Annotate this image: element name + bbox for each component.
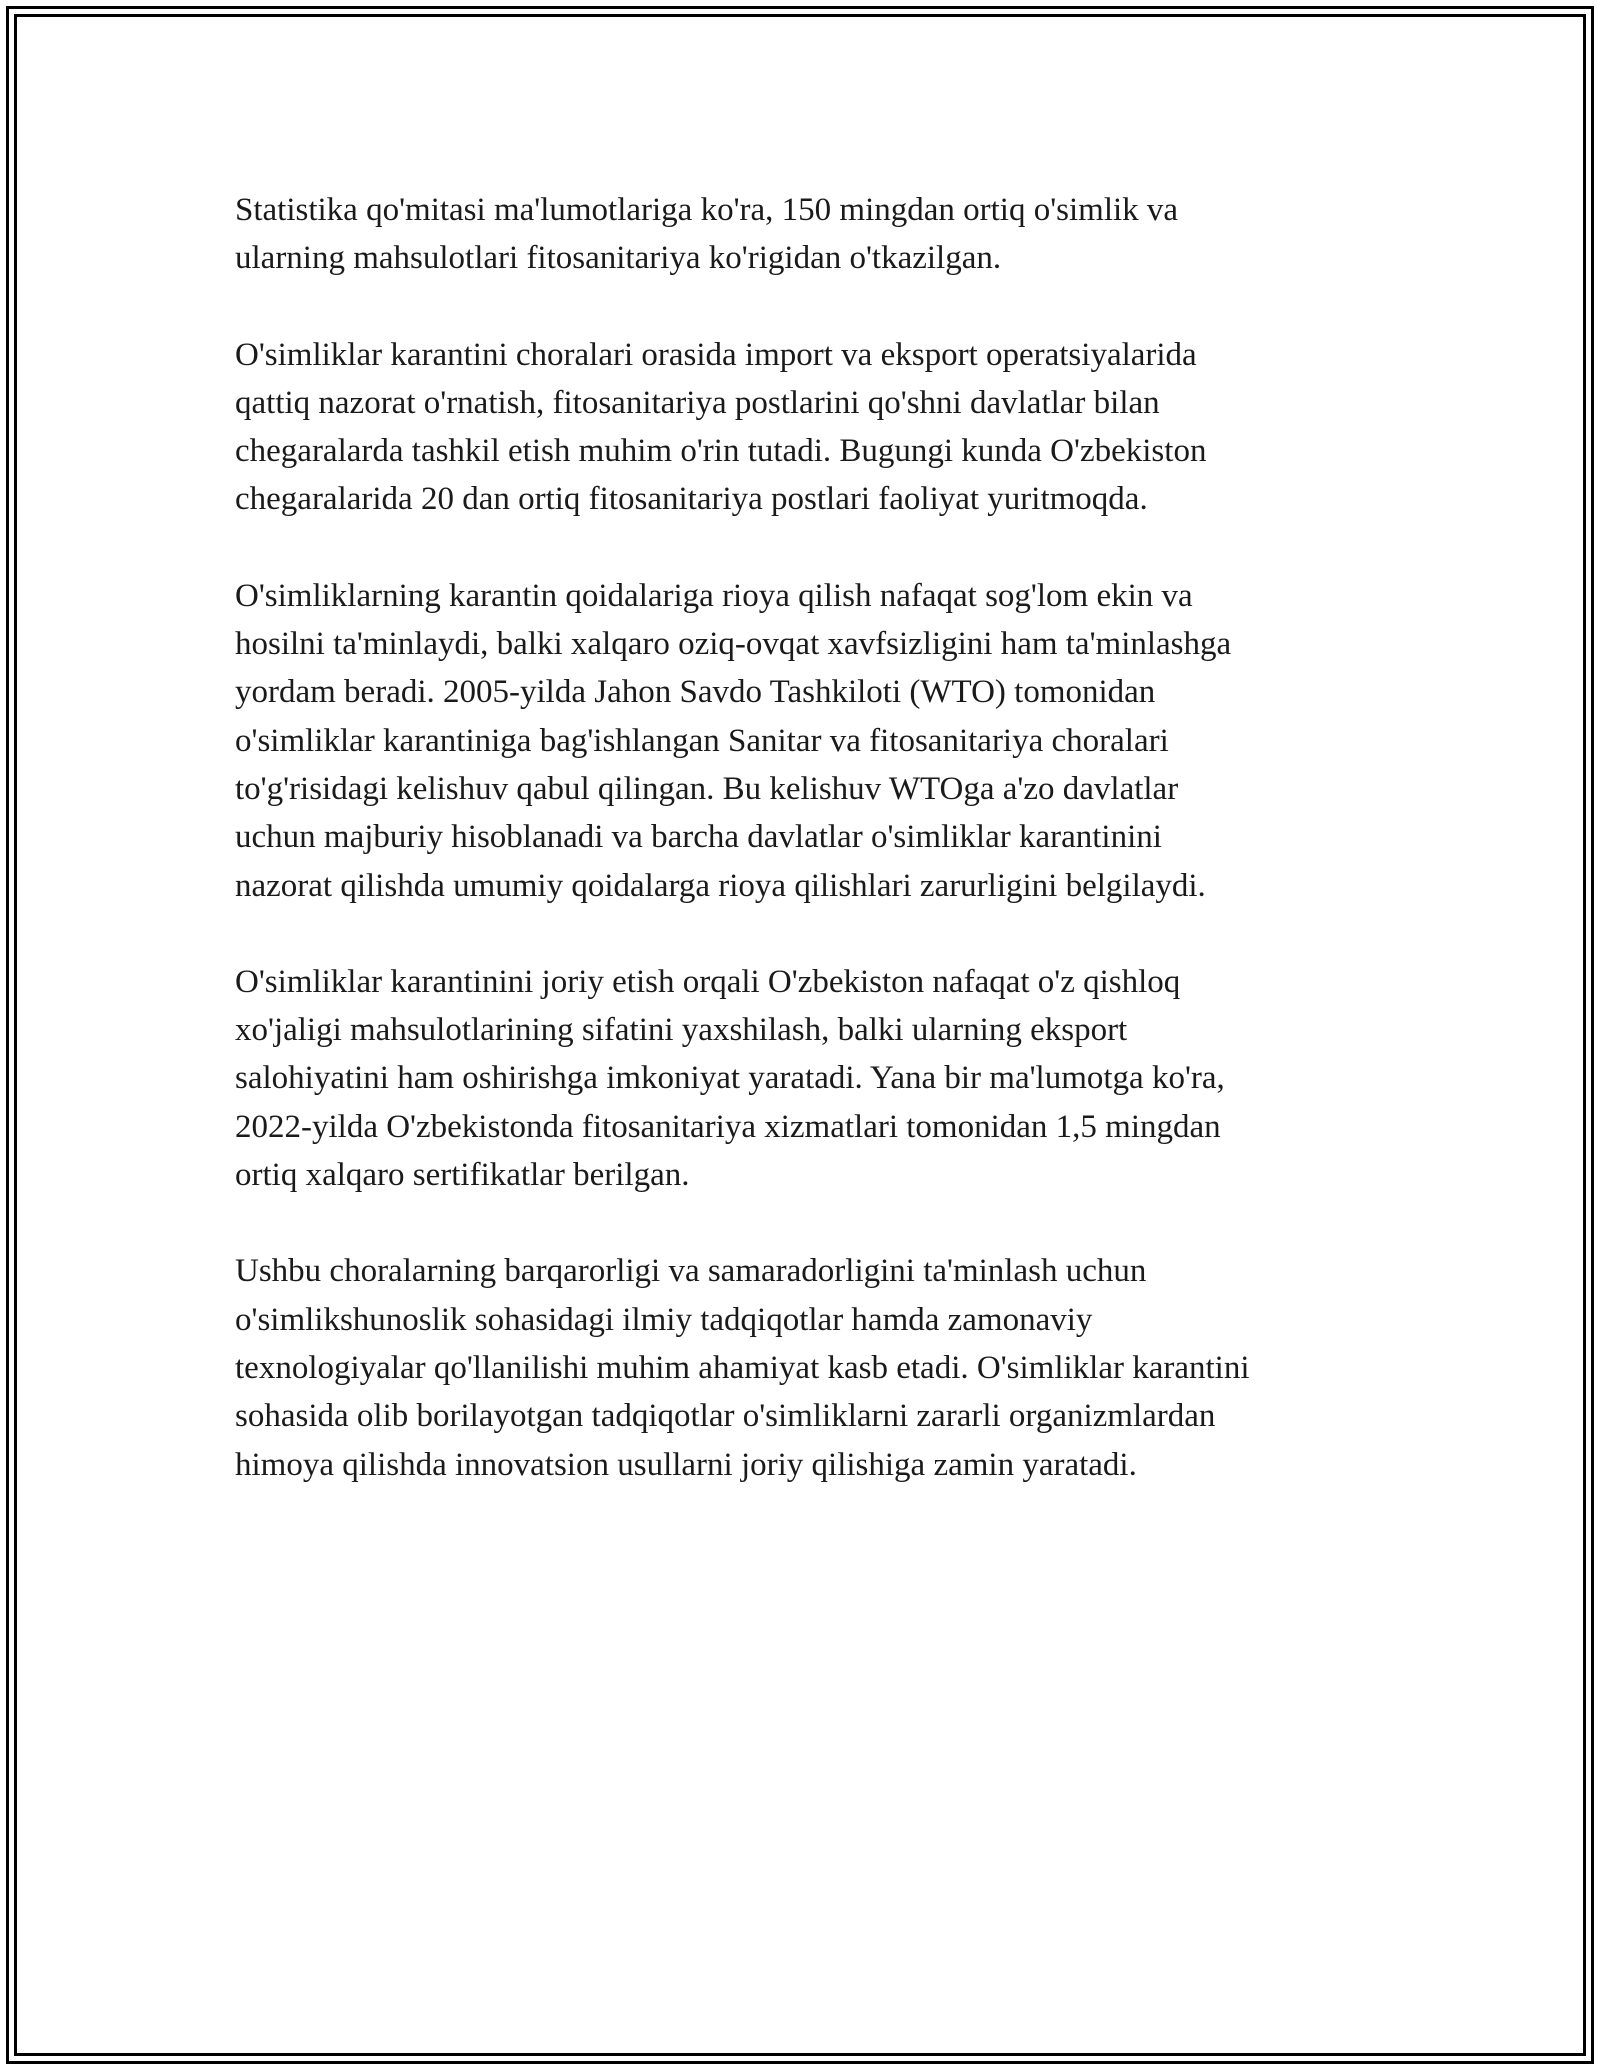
paragraph-research: Ushbu choralarning barqarorligi va samaradorligini ta'minlash uchun o'simlikshunoslik sohasidagi ilmiy tadqiqotlar hamda zamonaviy texnologiyalar qo'llanilishi muhim ahamiyat kasb etadi. O'simliklar karantini sohasida olib borilayotgan tadqiqotlar o'simliklarni zararli organizmlardan himoya qilishda innovatsion usullarni joriy qilishiga zamin yaratadi. [235, 1253, 1250, 1483]
paragraph-wto-agreement: O'simliklarning karantin qoidalariga rioya qilish nafaqat sog'lom ekin va hosilni ta'minlaydi, balki xalqaro oziq-ovqat xavfsizligini ham ta'minlashga yordam beradi. 2005-yilda Jahon Savdo Tashkiloti (WTO) tomonidan o'simliklar karantiniga bag'ishlangan Sanitar va fitosanitariya choralari to'g'risidagi kelishuv qabul qilingan. Bu kelishuv WTOga a'zo davlatlar uchun majburiy hisoblanadi va barcha davlatlar o'simliklar karantinini nazorat qilishda umumiy qoidalarga rioya qilishlari zarurligini belgilaydi. [235, 577, 1232, 904]
paragraph-export-potential: O'simliklar karantinini joriy etish orqali O'zbekiston nafaqat o'z qishloq xo'jaligi mahsulotlarining sifatini yaxshilash, balki ularning eksport salohiyatini ham oshirishga imkoniyat yaratadi. Yana bir ma'lumotga ko'ra, 2022-yilda O'zbekistonda fitosanitariya xizmatlari tomonidan 1,5 mingdan ortiq xalqaro sertifikatlar berilgan. [235, 963, 1225, 1194]
paragraph-statistics: Statistika qo'mitasi ma'lumotlariga ko'ra, 150 mingdan ortiq o'simlik va ularning mahsulotlari fitosanitariya ko'rigidan o'tkazilgan. [235, 192, 1179, 277]
paragraph-quarantine-measures: O'simliklar karantini choralari orasida import va eksport operatsiyalarida qattiq nazorat o'rnatish, fitosanitariya postlarini qo'shni davlatlar bilan chegaralarda tashkil etish muhim o'rin tutadi. Bugungi kunda O'zbekiston chegaralarida 20 dan ortiq fitosanitariya postlari faoliyat yuritmoqda. [235, 336, 1207, 518]
document-body [235, 186, 1385, 1537]
